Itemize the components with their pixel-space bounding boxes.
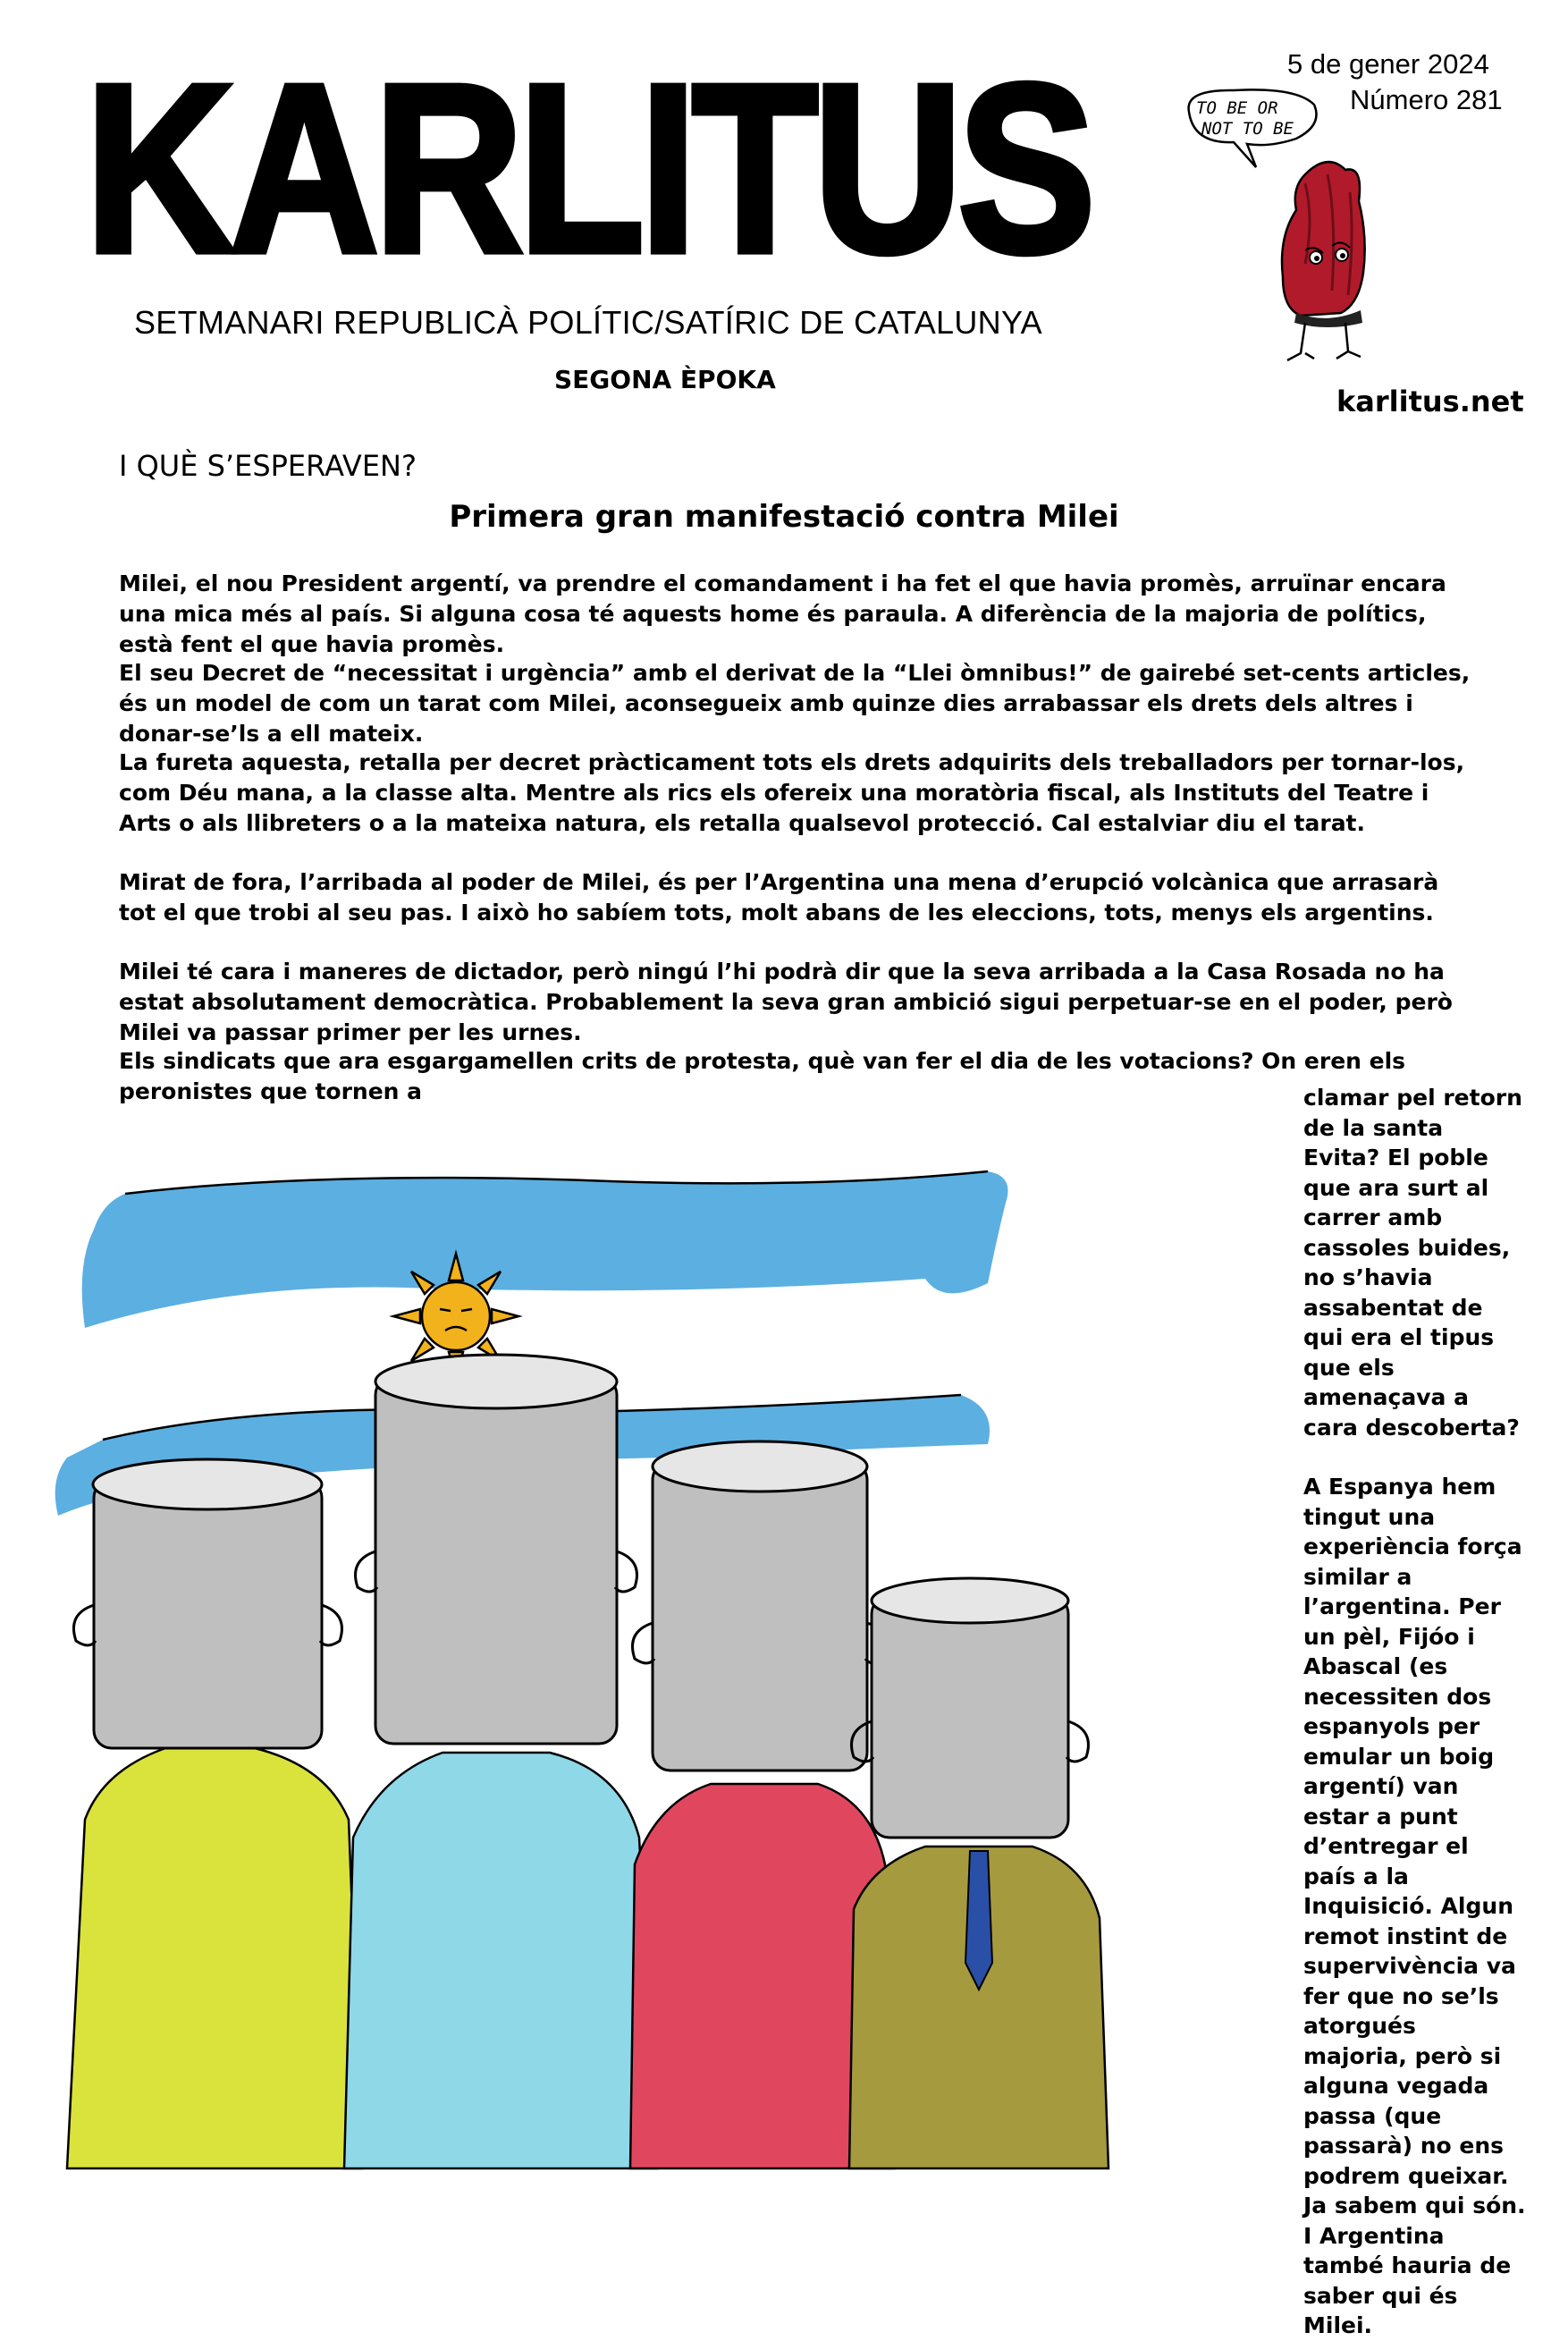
side-column: [1303, 1083, 1527, 2341]
mascot-figure: [1282, 162, 1365, 360]
protester-yellow: [67, 1459, 362, 2168]
side-paragraph: clamar pel retorn de la santa Evita? El poble que ara surt al carrer amb cassoles buides, no s’havia assabentat de qui era el tipus que els amenaçava a cara descoberta?: [1303, 1085, 1522, 1441]
article-paragraph: Mirat de fora, l’arribada al poder de Milei, és per l’Argentina una mena d’erupció volcànica que arrasarà tot el que trobi al seu pas. I això ho sabíem tots, molt abans de les eleccions, tots, menys els argentins.: [119, 869, 1439, 925]
article-paragraph: El seu Decret de “necessitat i urgència” amb el derivat de la “Llei òmnibus!” de gairebé set-cents articles, és un model de com un tarat com Milei, aconsegueix amb quinze dies arrabassar els drets dels altres i donar-se’ls a ell mateix.: [119, 660, 1471, 747]
side-paragraph: A Espanya hem tingut una experiència força similar a l’argentina. Per un pèl, Fijóo i Abascal (es necessiten dos espanyols per emular un boig argentí) van estar a punt d’entregar el país a la Inquisició. Algun remot instint de supervivència va fer que no se’ls atorgués majoria, però si alguna vegada passa (que passarà) no ens podrem queixar. Ja sabem qui són. I Argentina també hauria de saber qui és Milei.: [1303, 1474, 1526, 2338]
article-paragraph: La fureta aquesta, retalla per decret pràcticament tots els drets adquirits dels treballadors per tornar-los, com Déu mana, a la classe alta. Mentre als rics els ofereix una moratòria fiscal, als Instituts del Teatre i Arts o als llibreters o a la mateixa natura, els retalla qualsevol protecció. Cal estalviar diu el tarat.: [119, 749, 1465, 836]
article-paragraph: Milei, el nou President argentí, va prendre el comandament i ha fet el que havia promès, arruïnar encara una mica més al país. Si alguna cosa té aquests home és paraula. A diferència de la majoria de polítics, està fent el que havia promès.: [119, 570, 1446, 657]
issue-number: Número 281: [1350, 84, 1503, 115]
section-title: I QUÈ S’ESPERAVEN?: [119, 449, 417, 483]
edition-label: SEGONA ÈPOKA: [554, 365, 776, 394]
speech-bubble: [1189, 89, 1317, 167]
cartoon-illustration: [49, 1104, 1301, 2177]
masthead-subtitle: SETMANARI REPUBLICÀ POLÍTIC/SATÍRIC DE CATALUNYA: [134, 304, 1042, 341]
mascot-illustration: [1171, 85, 1412, 380]
svg-text:TO BE OR: TO BE OR: [1196, 98, 1278, 118]
article-headline: Primera gran manifestació contra Milei: [449, 499, 1119, 535]
website-link[interactable]: karlitus.net: [1336, 385, 1524, 418]
protester-suit: [849, 1578, 1109, 2168]
svg-text:NOT TO BE: NOT TO BE: [1201, 119, 1294, 139]
masthead-title: KARLITUS: [85, 34, 1091, 304]
issue-date: 5 de gener 2024: [1287, 48, 1489, 80]
article-paragraph: Els sindicats que ara esgargamellen crits de protesta, què van fer el dia de les votacions? On eren els peronistes que tornen a: [119, 1048, 1406, 1104]
masthead: [85, 34, 1149, 317]
protester-cyan: [344, 1355, 657, 2168]
article-paragraph: Milei té cara i maneres de dictador, però ningú l’hi podrà dir que la seva arribada a la Casa Rosada no ha estat absolutament democràtica. Probablement la seva gran ambició sigui perpetuar-se en el poder, però Milei va passar primer per les urnes.: [119, 959, 1453, 1045]
